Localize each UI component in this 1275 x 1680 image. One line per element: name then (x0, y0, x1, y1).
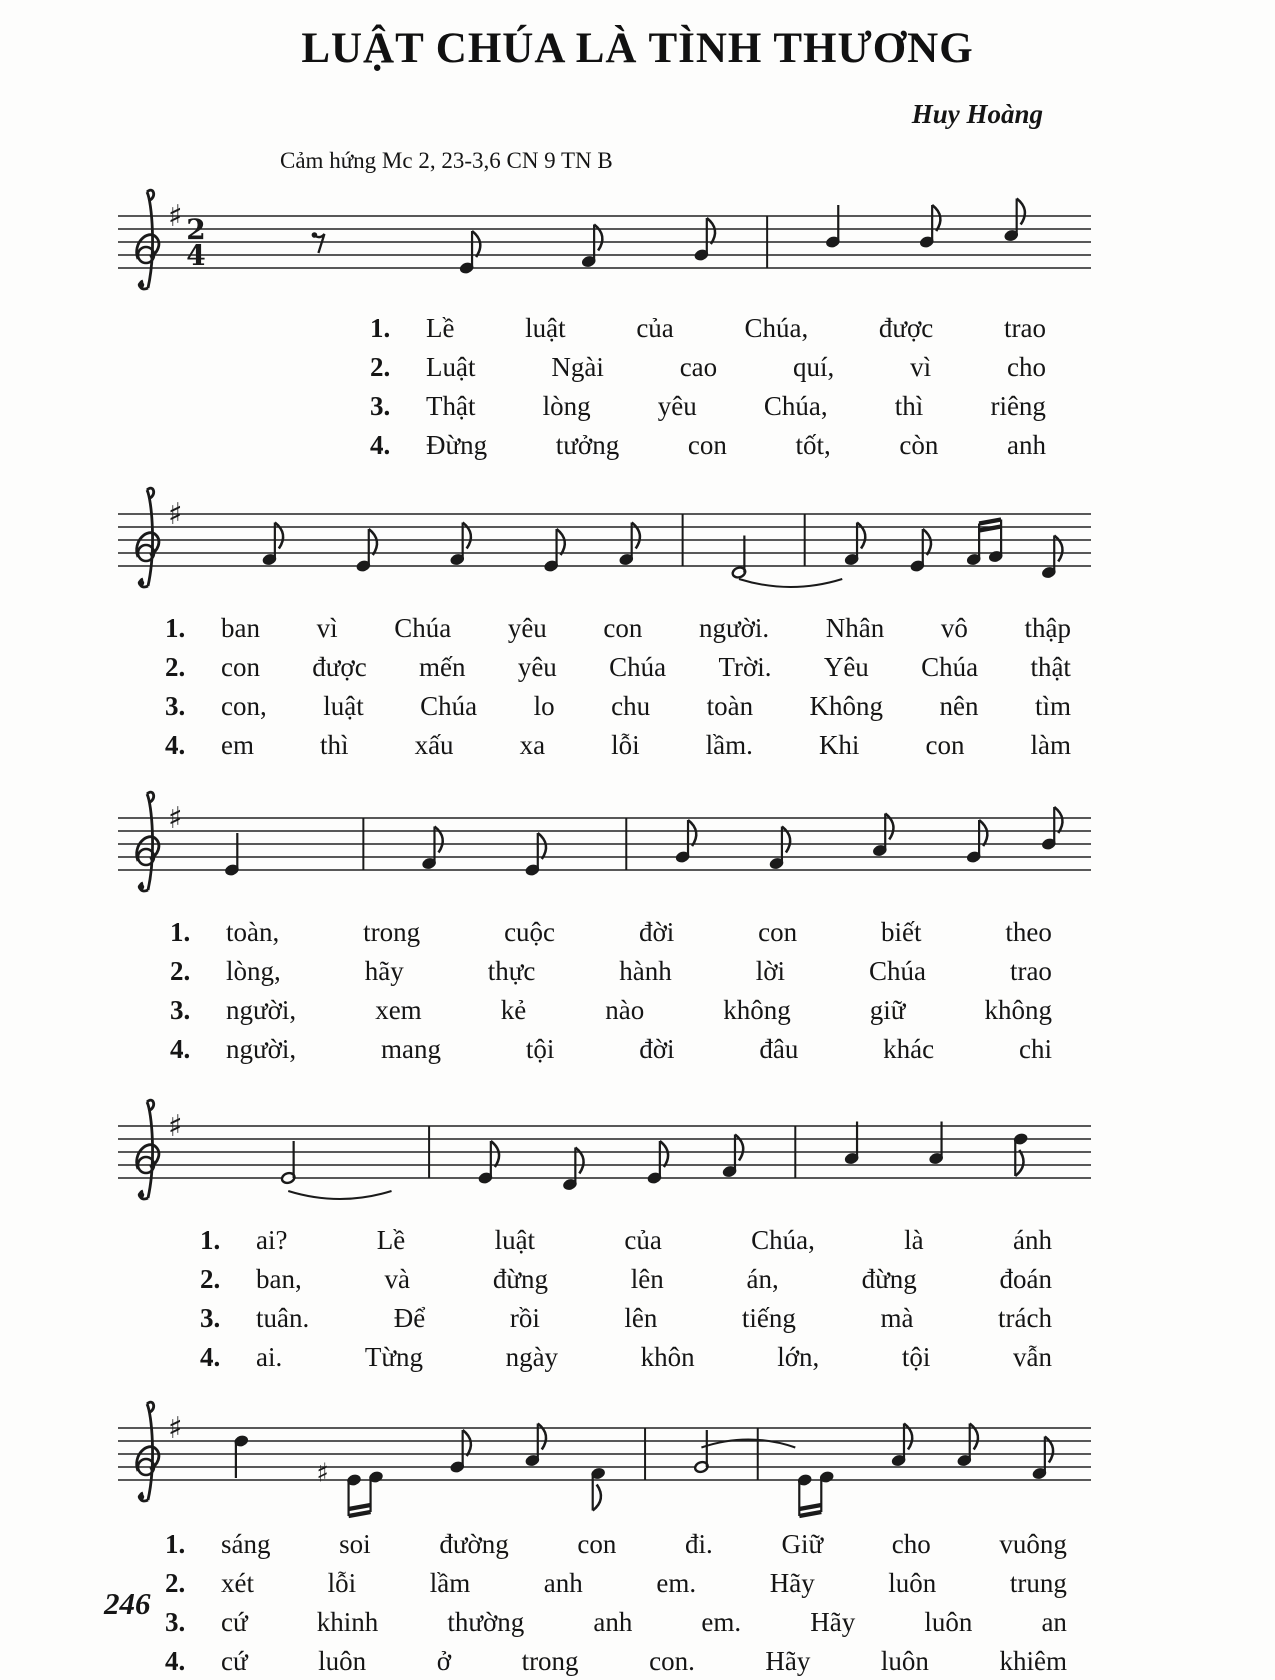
lyric-word: luôn (888, 1568, 937, 1598)
verse-line (165, 649, 1071, 686)
score-area (0, 180, 1275, 1680)
lyric-word: được (312, 652, 367, 682)
lyric-word: cứ (221, 1607, 248, 1637)
lyric-word: của (624, 1225, 662, 1255)
verse-number: 1. (165, 613, 186, 643)
staff-system-5 (112, 1392, 1097, 1520)
lyric-word: luật (494, 1225, 536, 1255)
lyric-word: khinh (316, 1607, 379, 1637)
lyric-word: mến (419, 652, 466, 682)
lyric-word: lỗi (327, 1568, 357, 1598)
eighth-note (1004, 199, 1025, 242)
half-note (731, 536, 746, 579)
verse-words (221, 649, 1071, 686)
verse-words (221, 727, 1071, 764)
lyric-word: xa (519, 730, 546, 760)
lyric-word: Luật (426, 352, 476, 382)
lyric-word: Thật (426, 391, 476, 421)
svg-text:♯: ♯ (316, 1458, 330, 1489)
verse-line (165, 610, 1071, 647)
treble-clef-icon (137, 190, 159, 289)
eighth-note (769, 827, 790, 870)
lyric-word: trao (1003, 313, 1046, 343)
time-signature: 4 (186, 239, 206, 272)
staff-system-2 (112, 478, 1097, 606)
lyric-word: trao (1009, 956, 1052, 986)
lyric-word: cuộc (504, 917, 556, 947)
lyric-word: lớn, (777, 1342, 820, 1372)
eighth-note (1032, 1437, 1053, 1480)
lyric-word: làm (1030, 730, 1071, 760)
lyric-word: con (603, 613, 643, 643)
lyric-word: người, (226, 1034, 297, 1064)
lyric-word: Chúa (394, 613, 452, 643)
verse-number: 3. (165, 691, 186, 721)
key-signature-sharp-icon: ♯ (168, 801, 183, 836)
verse-words (426, 349, 1046, 386)
lyric-word: Chúa (921, 652, 979, 682)
verse-words (256, 1300, 1052, 1337)
lyric-word: rồi (509, 1303, 540, 1333)
lyric-word: luôn (318, 1646, 367, 1676)
lyric-word: tuân. (256, 1303, 310, 1333)
verse-words (426, 427, 1046, 464)
lyric-word: Khi (818, 730, 860, 760)
verse-line (165, 1526, 1067, 1563)
eighth-note (722, 1135, 743, 1178)
eighth-note (619, 523, 640, 566)
verse-line (200, 1261, 1052, 1298)
verse-line (165, 1643, 1067, 1680)
verse-number: 1. (200, 1225, 221, 1255)
verse-words (221, 610, 1071, 647)
lyric-word: yêu (657, 391, 697, 421)
lyric-word: con. (649, 1646, 695, 1676)
lyrics-block-4 (200, 1222, 1052, 1376)
lyric-word: ánh (1012, 1225, 1052, 1255)
lyric-word: Để (393, 1303, 426, 1333)
lyric-word: hành (619, 956, 672, 986)
verse-line (170, 1031, 1052, 1068)
lyric-word: theo (1005, 917, 1052, 947)
verse-line (165, 727, 1071, 764)
lyric-word: cho (1007, 352, 1046, 382)
lyric-word: khiêm (999, 1646, 1067, 1676)
lyric-word: vô (940, 613, 968, 643)
lyrics-block-5 (165, 1526, 1067, 1680)
lyric-word: ban, (256, 1264, 302, 1294)
lyric-word: toàn (706, 691, 754, 721)
lyric-word: ai. (256, 1342, 283, 1372)
verse-line (170, 953, 1052, 990)
lyric-word: luôn (924, 1607, 973, 1637)
lyric-word: xét (221, 1568, 254, 1598)
lyric-word: ở (436, 1646, 452, 1676)
lyric-word: đâu (759, 1034, 799, 1064)
lyric-word: còn (899, 430, 939, 460)
lyric-word: ban (221, 613, 260, 643)
eighth-note (591, 1467, 606, 1510)
lyric-word: con (925, 730, 965, 760)
verse-words (221, 1526, 1067, 1563)
inspiration-caption: Cảm hứng Mc 2, 23-3,6 CN 9 TN B (280, 148, 613, 173)
lyric-word: con (687, 430, 727, 460)
verse-number: 1. (165, 1529, 186, 1559)
verse-words (221, 1604, 1067, 1641)
lyric-word: không (984, 995, 1052, 1025)
verse-number: 3. (170, 995, 191, 1025)
lyric-word: mang (381, 1034, 442, 1064)
lyric-word: an (1041, 1607, 1067, 1637)
treble-clef-icon (137, 792, 159, 891)
lyric-word: án, (746, 1264, 779, 1294)
verse-number: 4. (370, 430, 391, 460)
lyric-word: anh (543, 1568, 583, 1598)
lyric-word: tưởng (555, 430, 620, 460)
lyric-word: người, (226, 995, 297, 1025)
lyric-word: biết (881, 917, 922, 947)
sheet-music-page (0, 24, 1275, 1674)
eighth-note (262, 523, 283, 566)
lyric-word: được (878, 313, 934, 343)
lyric-word: đừng (861, 1264, 917, 1294)
lyric-word: Không (809, 691, 884, 721)
lyric-word: con (221, 652, 260, 682)
lyric-word: của (636, 313, 674, 343)
lyric-word: đường (439, 1529, 509, 1559)
lyric-word: tội (525, 1034, 555, 1064)
lyric-word: lòng, (226, 956, 281, 986)
key-signature-sharp-icon: ♯ (168, 1109, 183, 1144)
verse-number: 3. (200, 1303, 221, 1333)
lyric-word: đời (638, 917, 675, 947)
verse-line (370, 427, 1046, 464)
eighth-note (422, 827, 443, 870)
lyric-word: yêu (507, 613, 547, 643)
verse-words (426, 388, 1046, 425)
lyric-word: Yêu (823, 652, 869, 682)
lyric-word: người. (699, 613, 770, 643)
sixteenth-note-pair (346, 1471, 383, 1516)
lyric-word: lo (533, 691, 555, 721)
lyric-word: tốt, (795, 430, 831, 460)
lyric-word: ai? (256, 1225, 288, 1255)
page-title: LUẬT CHÚA LÀ TÌNH THƯƠNG (301, 25, 974, 72)
key-signature-sharp-icon: ♯ (168, 497, 183, 532)
verse-words (256, 1261, 1052, 1298)
verse-words (256, 1339, 1052, 1376)
lyric-word: anh (1007, 430, 1046, 460)
lyric-word: cao (679, 352, 718, 382)
half-note (281, 1141, 296, 1184)
staff-system-4 (112, 1090, 1097, 1218)
lyric-word: kẻ (500, 995, 527, 1025)
lyric-word: mà (880, 1303, 914, 1333)
lyric-word: Đừng (426, 430, 488, 460)
quarter-note (825, 205, 840, 248)
lyric-word: lên (630, 1264, 664, 1294)
verse-line (200, 1222, 1052, 1259)
lyric-word: nào (605, 995, 645, 1025)
verse-number: 2. (370, 352, 391, 382)
lyric-word: lên (624, 1303, 658, 1333)
lyric-word: thì (894, 391, 924, 421)
eighth-note (872, 814, 893, 857)
lyric-word: lầm (429, 1568, 471, 1598)
lyric-word: thường (447, 1607, 525, 1637)
lyric-word: thập (1024, 613, 1071, 643)
lyric-word: cứ (221, 1646, 248, 1676)
lyric-word: nên (939, 691, 979, 721)
key-signature-sharp-icon: ♯ (168, 199, 183, 234)
verse-line (170, 992, 1052, 1029)
slur-tie (739, 579, 842, 587)
lyric-word: đời (639, 1034, 675, 1064)
verse-line (165, 1565, 1067, 1602)
lyric-word: Chúa, (751, 1225, 815, 1255)
treble-clef-icon (137, 488, 159, 587)
quarter-note (234, 1435, 249, 1478)
lyric-word: con (758, 917, 798, 947)
eighth-note (844, 523, 865, 566)
lyric-word: luật (525, 313, 566, 343)
lyric-word: soi (339, 1529, 371, 1559)
lyric-word: thật (1030, 652, 1071, 682)
verse-words (226, 914, 1052, 951)
verse-line (170, 914, 1052, 951)
lyric-word: xem (375, 995, 422, 1025)
time-signature: 2 (186, 213, 206, 246)
lyric-word: chi (1018, 1034, 1052, 1064)
verse-line (165, 688, 1071, 725)
eighth-note (957, 1424, 978, 1467)
lyrics-block-3 (170, 914, 1052, 1068)
verse-number: 2. (200, 1264, 221, 1294)
lyric-word: em. (656, 1568, 697, 1598)
eighth-note (1041, 536, 1062, 579)
eighth-note (891, 1424, 912, 1467)
verse-line (370, 310, 1046, 347)
verse-number: 3. (165, 1607, 186, 1637)
lyric-word: Nhân (825, 613, 885, 643)
eighth-note (450, 523, 471, 566)
treble-clef-icon (137, 1402, 159, 1501)
lyric-word: tiếng (741, 1303, 796, 1333)
lyric-word: xấu (414, 730, 454, 760)
verse-words (221, 688, 1071, 725)
lyric-word: Ngài (551, 352, 604, 382)
lyric-word: trong (363, 917, 421, 947)
verse-line (370, 349, 1046, 386)
lyrics-block-1 (370, 310, 1046, 464)
lyric-word: Hãy (769, 1568, 815, 1598)
lyric-word: là (904, 1225, 924, 1255)
lyric-word: chu (611, 691, 651, 721)
verse-words (221, 1565, 1067, 1602)
lyric-word: Chúa (868, 956, 926, 986)
verse-words (226, 1031, 1052, 1068)
verse-words (256, 1222, 1052, 1259)
lyric-word: luật (323, 691, 364, 721)
lyrics-block-2 (165, 610, 1071, 764)
quarter-note (929, 1122, 944, 1165)
eighth-note (525, 1424, 546, 1467)
lyric-word: đi. (685, 1529, 713, 1559)
lyric-word: vẫn (1012, 1342, 1052, 1372)
verse-words (221, 1643, 1067, 1680)
accidental-sharp-icon (316, 1459, 329, 1489)
quarter-note (844, 1122, 859, 1165)
lyric-word: tội (901, 1342, 931, 1372)
lyric-word: lòng (542, 391, 591, 421)
lyric-word: Từng (364, 1342, 423, 1372)
eighth-note (1013, 1133, 1028, 1176)
lyric-word: và (384, 1264, 411, 1294)
slur-tie (288, 1191, 391, 1199)
verse-number: 4. (165, 730, 186, 760)
lyric-word: anh (593, 1607, 633, 1637)
lyric-word: Hãy (765, 1646, 811, 1676)
verse-number: 2. (165, 1568, 186, 1598)
lyric-word: lỗi (611, 730, 640, 760)
quarter-note (224, 833, 239, 876)
lyric-word: hãy (364, 956, 404, 986)
lyric-word: Hãy (810, 1607, 856, 1637)
lyric-word: tìm (1034, 691, 1071, 721)
lyric-word: giữ (869, 995, 906, 1025)
lyric-word: không (723, 995, 791, 1025)
staff-system-1 (112, 180, 1097, 308)
lyric-word: yêu (517, 652, 557, 682)
verse-line (370, 388, 1046, 425)
eighth-note (562, 1148, 583, 1191)
verse-number: 4. (170, 1034, 191, 1064)
lyric-word: ngày (505, 1342, 559, 1372)
lyric-word: vuông (999, 1529, 1067, 1559)
lyric-word: con, (221, 691, 267, 721)
lyric-word: trách (998, 1303, 1052, 1333)
lyric-word: Chúa (609, 652, 667, 682)
verse-number: 2. (165, 652, 186, 682)
lyric-word: trong (521, 1646, 579, 1676)
verse-number: 2. (170, 956, 191, 986)
verse-number: 4. (165, 1646, 186, 1676)
lyric-word: vì (910, 352, 932, 382)
lyric-word: toàn, (226, 917, 280, 947)
staff-system-3 (112, 782, 1097, 910)
lyric-word: lời (755, 956, 786, 986)
verse-number: 1. (370, 313, 391, 343)
lyric-word: Trời. (718, 652, 772, 682)
lyric-word: lầm. (705, 730, 753, 760)
lyric-word: em. (701, 1607, 742, 1637)
lyric-word: Chúa (420, 691, 478, 721)
key-signature-sharp-icon: ♯ (168, 1411, 183, 1446)
treble-clef-icon (137, 1100, 159, 1199)
lyric-word: cho (891, 1529, 931, 1559)
verse-line (165, 1604, 1067, 1641)
page-number: 246 (104, 1586, 151, 1621)
lyric-word: thực (487, 956, 536, 986)
lyric-word: khôn (640, 1342, 695, 1372)
composer-name: Huy Hoàng (911, 99, 1043, 129)
sixteenth-note-pair (797, 1471, 834, 1516)
verse-number: 1. (170, 917, 191, 947)
verse-line (200, 1339, 1052, 1376)
verse-words (226, 992, 1052, 1029)
lyric-word: Lề (426, 313, 455, 343)
lyric-word: đừng (492, 1264, 548, 1294)
verse-line (200, 1300, 1052, 1337)
lyric-word: Giữ (781, 1529, 824, 1559)
verse-number: 3. (370, 391, 391, 421)
lyric-word: Chúa, (744, 313, 809, 343)
lyric-word: vì (316, 613, 338, 643)
verse-words (426, 310, 1046, 347)
verse-words (226, 953, 1052, 990)
lyric-word: Chúa, (763, 391, 828, 421)
lyric-word: đoán (999, 1264, 1052, 1294)
verse-number: 4. (200, 1342, 221, 1372)
lyric-word: khác (883, 1034, 935, 1064)
eighth-note (581, 225, 602, 268)
lyric-word: quí, (793, 352, 835, 382)
lyric-word: Lề (376, 1225, 406, 1255)
lyric-word: con (577, 1529, 617, 1559)
lyric-word: thì (320, 730, 349, 760)
lyric-word: trung (1009, 1568, 1067, 1598)
lyric-word: riêng (990, 391, 1046, 421)
lyric-word: em (221, 730, 254, 760)
half-note (694, 1430, 709, 1473)
lyric-word: luôn (880, 1646, 929, 1676)
lyric-word: sáng (221, 1529, 271, 1559)
